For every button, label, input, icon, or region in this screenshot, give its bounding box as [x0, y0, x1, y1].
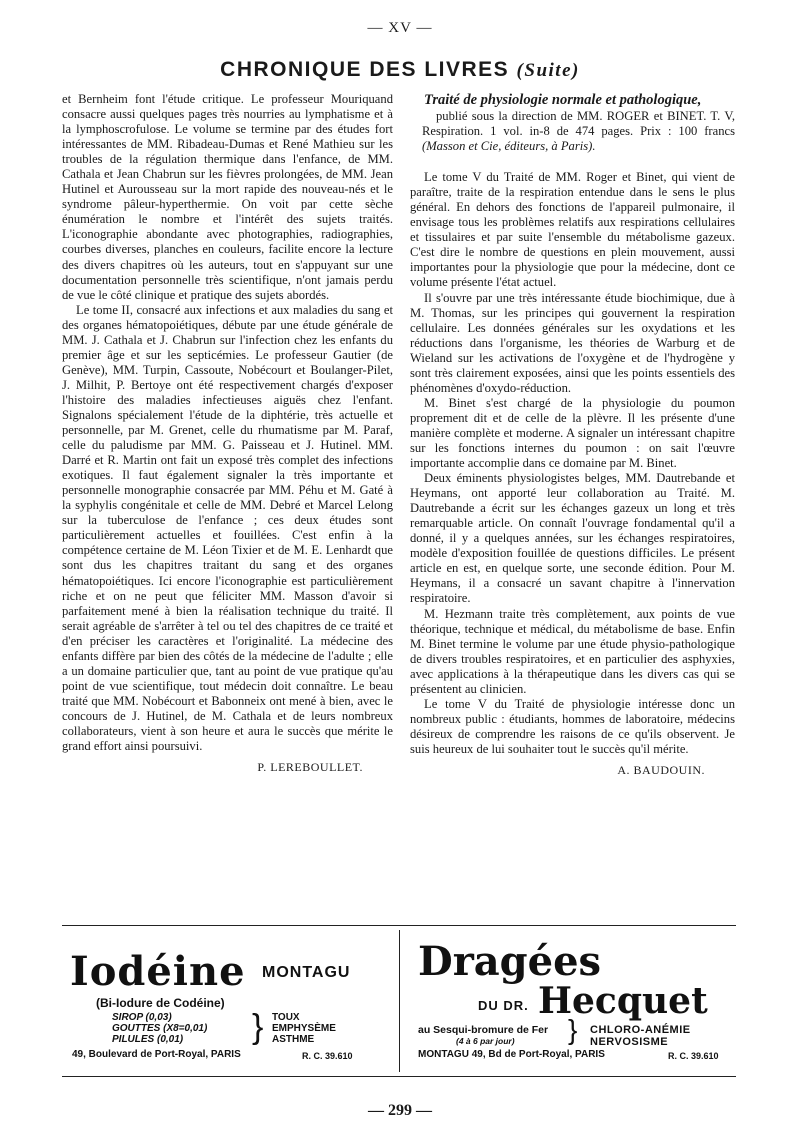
dragees-indication: CHLORO-ANÉMIE: [590, 1024, 691, 1036]
dragees-du: DU DR.: [478, 998, 529, 1013]
iodeine-indication: EMPHYSÈME: [272, 1023, 336, 1034]
page-marker: — XV —: [367, 20, 433, 36]
right-paragraph-1: Le tome V du Traité de MM. Roger et Binet, qui vient de paraître, traite de la respiration entendue dans le sens le plus général. En dehors des fonctions de l'appareil pulmonaire, il envisage tous les problèmes relatifs aux respirations cellulaires et tissulaires et par suite l'ensemble du métabolisme gazeux. C'est dire le nombre de questions en plein mouvement, aussi importantes pour la physiologie que pour la médecine, dont ce volume présente l'état actuel.: [410, 170, 735, 290]
brace-icon: }: [252, 1008, 264, 1046]
iodeine-maker: MONTAGU: [262, 964, 351, 981]
page-number: — 299 —: [368, 1102, 432, 1119]
iodeine-indication: TOUX: [272, 1012, 300, 1023]
section-title-suite: (Suite): [516, 60, 580, 81]
dragees-composition: au Sesqui-bromure de Fer: [418, 1024, 549, 1036]
ads-bottom-rule: [62, 1076, 736, 1077]
left-signature: P. LEREBOULLET.: [257, 760, 363, 775]
brace-icon: }: [568, 1014, 578, 1045]
ads-top-rule: [62, 925, 736, 926]
right-column: [410, 92, 735, 778]
iodeine-registration: R. C. 39.610: [302, 1051, 353, 1061]
right-paragraph-3: M. Binet s'est chargé de la physiologie du poumon proprement dit et de celle de la plèvre. Il les présente d'une manière complète et moderne. A signaler un intéressant chapitre sur les fonctions internes du poumon : on sait l'œuvre importante accomplie dans ce domaine par M. Binet.: [410, 395, 735, 471]
iodeine-forms: [112, 1012, 207, 1045]
iodeine-indication: ASTHME: [272, 1034, 315, 1045]
dragees-indications: [590, 1024, 691, 1048]
book-meta: [410, 109, 735, 154]
left-column: [62, 92, 393, 775]
section-title-text: CHRONIQUE DES LIVRES: [220, 58, 510, 81]
iodeine-brand: Iodéine: [70, 948, 246, 995]
iodeine-address: 49, Boulevard de Port-Royal, PARIS: [72, 1049, 241, 1060]
iodeine-indications: [272, 1012, 336, 1045]
dragees-indication: NERVOSISME: [590, 1036, 669, 1048]
dragees-name: Hecquet: [538, 980, 708, 1022]
iodeine-form-item: SIROP (0,03): [112, 1012, 172, 1023]
right-paragraph-4: Deux éminents physiologistes belges, MM. Dautrebande et Heymans, ont apporté leur collaboration au Traité. M. Dautrebande a écrit sur les échanges gazeux un long et très remarquable article. On connaît l'ouvrage fondamental qu'il a donné, il y a quelques années, sur les échanges respiratoires, modèle d'exposition fouillée de questions difficiles. Le présent article en est, en quelque sorte, une seconde édition. Pour M. Heymans, il a consacré un savant chapitre à l'innervation respiratoire.: [410, 471, 735, 606]
book-meta-details: publié sous la direction de MM. ROGER et BINET. T. V, Respiration. 1 vol. in-8 de 474 pages. Prix : 100 francs: [422, 109, 735, 139]
dragees-brand: Dragées: [418, 938, 602, 985]
right-paragraph-5: M. Hezmann traite très complètement, aux points de vue théorique, technique et médical, du métabolisme de base. Enfin M. Binet termine le volume par une étude physio-pathologique de divers troubles respiratoires, et en particulier des asphyxies, avec applications à la thérapeutique dans les divers cas qui se présentent au clinicien.: [410, 606, 735, 696]
section-title: [0, 58, 800, 82]
dragees-address: MONTAGU 49, Bd de Port-Royal, PARIS: [418, 1049, 605, 1060]
right-paragraph-2: Il s'ouvre par une très intéressante étude biochimique, due à M. Thomas, sur les principes qui gouvernent la respiration cellulaire. Les données générales sur les oxydations et les réductions dans l'organisme, les théories de Warburg et de Wieland sur les activations de l'oxygène et de l'hydrogène y sont très clairement exposées, ainsi que les points essentiels des phénomènes d'oxydo-réduction.: [410, 290, 735, 395]
dragees-registration: R. C. 39.610: [668, 1051, 719, 1061]
iodeine-form-item: PILULES (0,01): [112, 1034, 184, 1045]
left-paragraph-2: Le tome II, consacré aux infections et aux maladies du sang et des organes hématopoiétiques, débute par une étude générale de MM. J. Cathala et J. Chabrun sur l'infection chez les enfants du premier âge et sur les septicémies. Le professeur Gautier (de Genève), MM. Turpin, Cassoute, Nobécourt et Boulanger-Pilet, J. Milhit, P. Bertoye ont été respectivement chargés d'exposer l'histoire des maladies infectieuses aiguës chez l'enfant. Signalons spécialement l'étude de la diphtérie, très actuelle et personnelle, par M. Grenet, celle du rhumatisme par M. Paraf, celle du paludisme par MM. G. Paisseau et J. Hutinel. MM. Darré et R. Martin ont fait un exposé très complet des infections exotiques. Il faut également signaler la très importante et personnelle monographie consacrée par MM. Péhu et M. Gaté à la syphylis congénitale et celle de MM. Debré et Marcel Lelong sur la tuberculose de l'enfance ; ces deux études sont particulièrement actuelles et fouillées. C'est enfin à la compétence certaine de M. Léon Tixier et de M. E. Lenhardt que sont dus les chapitres traitant du sang et des organes hématopoiétiques. Ici encore l'iconographie est particulièrement riche et on ne peut que féliciter MM. Masson d'avoir si parfaitement mené à bien la réalisation technique du traité. Il serait agréable de s'arrêter à tel ou tel des chapitres de ce traité et d'en préciser les caractères et l'originalité. La médecine des enfants diffère par bien des côtés de la médecine de l'adulte ; elle a un domaine particulier que, tant au point de vue pratique qu'au point de vue scientifique, tout médecin doit connaître. Le beau traité que MM. Nobécourt et Babonneix ont mené à bien, avec le concours de J. Hutinel, de M. Cathala et de leurs nombreux collaborateurs, vient à son heure et aura le succès que mérite le grand effort ainsi poursuivi.: [62, 302, 393, 754]
iodeine-subtitle: (Bi-Iodure de Codéine): [96, 996, 225, 1010]
spacer: [410, 154, 735, 170]
ads-divider: [399, 930, 400, 1072]
right-paragraph-6: Le tome V du Traité de physiologie intéresse donc un nombreux public : étudiants, hommes de laboratoire, médecins désireux de comprendre les raisons de ce qu'ils observent. Je suis heureux de lui souhaiter tout le succès qu'il mérite.: [410, 696, 735, 756]
left-paragraph-1: et Bernheim font l'étude critique. Le professeur Mouriquand consacre aussi quelques pages très nourries au lymphatisme et à la lymphoscrofulose. Le volume se termine par des études fort intéressantes de MM. Ribadeau-Dumas et René Mathieu sur les troubles de la régulation thermique dans l'enfance, de MM. Cathala et Jean Chabrun sur les fièvres prolongées, de MM. Jean Hutinel et Aurousseau sur la mort rapide des nouveau-nés et le syndrome pâleur-hyperthermie. On voit par cette sèche énumération le nombre et l'intérêt des sujets traités. L'iconographie abondante avec photographies, radiographies, courbes diverses, planches en couleurs, facilite encore la lecture des divers chapitres où les auteurs, tout en s'appuyant sur une documentation personnelle très scientifique, n'ont jamais perdu de vue le côté clinique et pratique des sujets abordés.: [62, 92, 393, 302]
book-title: Traité de physiologie normale et pathologique,: [424, 92, 702, 108]
book-meta-publisher: (Masson et Cie, éditeurs, à Paris).: [422, 139, 596, 154]
dragees-dose: (4 à 6 par jour): [456, 1036, 515, 1046]
iodeine-form-item: GOUTTES (X8=0,01): [112, 1023, 208, 1034]
right-signature: A. BAUDOUIN.: [617, 762, 705, 777]
